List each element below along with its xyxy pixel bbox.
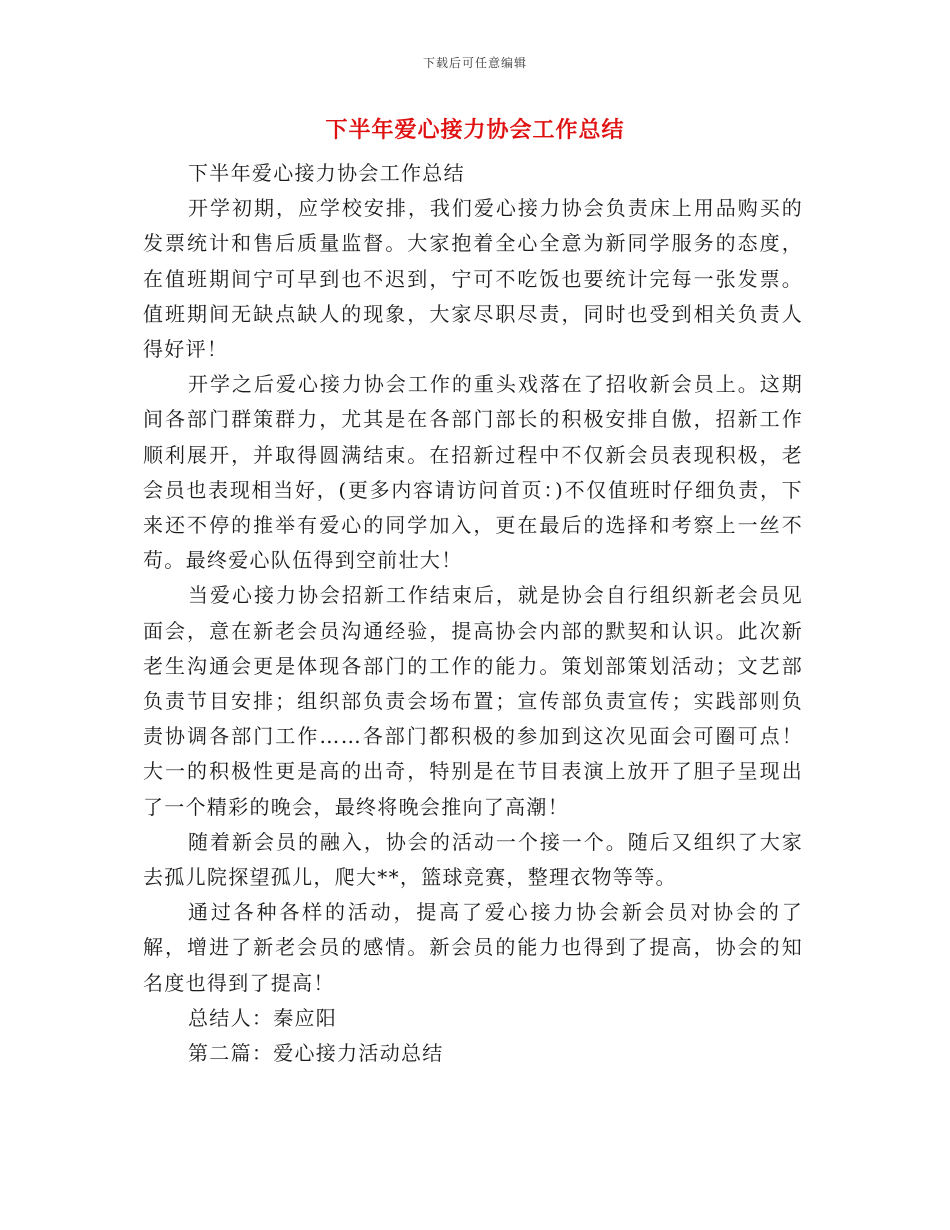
document-title: 下半年爱心接力协会工作总结: [325, 118, 625, 143]
paragraph: 开学之后爱心接力协会工作的重头戏落在了招收新会员上。这期间各部门群策群力，尤其是在各部门部长的积极安排自傲，招新工作顺利展开，并取得圆满结束。在招新过程中不仅新会员表现积极，老会员也表现相当好，(更多内容请访问首页：)不仅值班时仔细负责，下来还不停的推举有爱心的同学加入，更在最后的选择和考察上一丝不苟。最终爱心队伍得到空前壮大！: [143, 372, 803, 573]
author-line: 总结人：秦应阳: [188, 1005, 338, 1030]
document-body: [143, 156, 803, 1071]
paragraph: 通过各种各样的活动，提高了爱心接力协会新会员对协会的了解，增进了新老会员的感情。新会员的能力也得到了提高，协会的知名度也得到了提高！: [143, 900, 803, 995]
paragraph: 开学初期，应学校安排，我们爱心接力协会负责床上用品购买的发票统计和售后质量监督。大家抱着全心全意为新同学服务的态度，在值班期间宁可早到也不迟到，宁可不吃饭也要统计完每一张发票。值班期间无缺点缺人的现象，大家尽职尽责，同时也受到相关负责人得好评！: [143, 196, 803, 362]
paragraph: 随着新会员的融入，协会的活动一个接一个。随后又组织了大家去孤儿院探望孤儿，爬大**，篮球竞赛，整理衣物等等。: [143, 829, 803, 890]
paragraph: 当爱心接力协会招新工作结束后，就是协会自行组织新老会员见面会，意在新老会员沟通经验，提高协会内部的默契和认识。此次新老生沟通会更是体现各部门的工作的能力。策划部策划活动；文艺部负责节目安排；组织部负责会场布置；宣传部负责宣传；实践部则负责协调各部门工作……各部门都积极的参加到这次见面会可圈可点！大一的积极性更是高的出奇，特别是在节目表演上放开了胆子呈现出了一个精彩的晚会，最终将晚会推向了高潮！: [143, 583, 803, 819]
header-note: 下载后可任意编辑: [422, 56, 527, 70]
paragraph-subtitle: 下半年爱心接力协会工作总结: [188, 161, 465, 185]
section-heading: 第二篇：爱心接力活动总结: [188, 1041, 444, 1066]
